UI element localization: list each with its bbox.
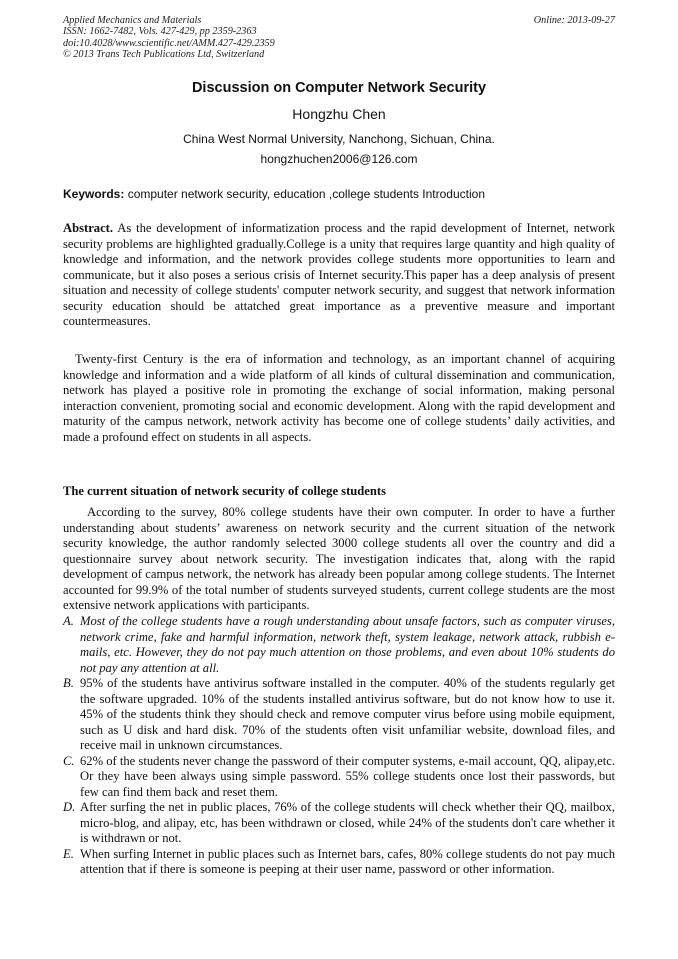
journal-name: Applied Mechanics and Materials [63, 15, 202, 26]
list-item-text: 95% of the students have antivirus software installed in the computer. 40% of the students regularly get the software upgraded. 10% of the students installed antivirus software, but do not know how to use it. 45% of the students think they should check and remove computer virus before using mobile equipment, such as U disk and hard disk. 70% of the students often visit unfamiliar website, download files, and receive mail in unknown circumstances. [80, 676, 615, 752]
paper-title: Discussion on Computer Network Security [191, 80, 487, 96]
journal-header [63, 15, 615, 61]
keywords-text: computer network security, education ,college students Introduction [124, 187, 485, 201]
author-affiliation: China West Normal University, Nanchong, Sichuan, China. [183, 132, 495, 146]
list-item [63, 614, 615, 676]
journal-doi: doi:10.4028/www.scientific.net/AMM.427-429.2359 [63, 37, 275, 49]
list-item [63, 676, 615, 754]
list-item-marker: A. [63, 614, 74, 628]
section-heading: The current situation of network security of college students [63, 484, 386, 498]
list-item-marker: D. [63, 800, 76, 814]
keywords-label: Keywords: [63, 187, 125, 201]
abstract-label: Abstract. [63, 221, 114, 235]
list-item-marker: E. [63, 846, 74, 861]
abstract-text: As the development of informatization process and the rapid development of Internet, network security problems are highlighted gradually.College is a unity that requires large quantity and high quality of knowledge and information, and the network provides college students more opportunities to learn and communicate, but it also poses a serious crisis of Internet security.This paper has a deep analysis of present situation and necessity of college students' computer network security, and suggest that network information security education should be attatched great importance as a preventive measure and important countermeasures. [63, 221, 615, 328]
list-item [63, 847, 615, 878]
list-item [63, 800, 615, 847]
journal-issn: ISSN: 1662-7482, Vols. 427-429, pp 2359-2363 [63, 26, 257, 38]
journal-copyright: © 2013 Trans Tech Publications Ltd, Switzerland [63, 49, 265, 61]
survey-findings-list [63, 614, 615, 878]
keywords [63, 187, 623, 201]
list-item-marker: C. [63, 753, 75, 768]
section-paragraph: According to the survey, 80% college students have their own computer. In order to have a further understanding about students’ awareness on network security and the current situation of the network security knowledge, the author randomly selected 3000 college students all over the country and did a questionnaire survey about network security. The investigation indicates that, along with the rapid development of campus network, the network has already been popular among college students. The Internet accounted for 99.9% of the total number of students surveyed students, current college students are the most extensive network applications with participants. [63, 505, 615, 612]
list-item-text: When surfing Internet in public places such as Internet bars, cafes, 80% college students do not pay much attention that if there is someone is peeping at their user name, password or other information. [80, 846, 615, 876]
list-item-text: After surfing the net in public places, 76% of the college students will check whether their QQ, mailbox, micro-blog, and alipay, etc, has been withdrawn or closed, while 24% of the students don't care whether it is withdrawn or not. [80, 800, 615, 845]
abstract [63, 221, 615, 330]
list-item-text: 62% of the students never change the password of their computer systems, e-mail account, QQ, alipay,etc. Or they have been always using simple password. 55% college students once lost their passwords, but few can find them back and reset them. [80, 753, 615, 799]
list-item-marker: B. [63, 676, 74, 690]
list-item [63, 754, 615, 801]
online-date: Online: 2013-09-27 [533, 15, 615, 26]
author-email: hongzhuchen2006@126.com [260, 152, 418, 166]
introduction-paragraph: Twenty-first Century is the era of information and technology, as an important channel of acquiring knowledge and information and a wide platform of all kinds of cultural dissemination and communication, network has played a positive role in promoting the exchange of social information, making personal interaction convenient, promoting social and economic development. Along with the rapid development and maturity of the campus network, network activity has become one of college students’ daily activities, and made a profound effect on students in all aspects. [63, 352, 615, 444]
author-name: Hongzhu Chen [292, 106, 386, 122]
list-item-text: Most of the college students have a rough understanding about unsafe factors, such as computer viruses, network crime, fake and harmful information, network theft, system leakage, network attack, rubbish e-mails, etc. However, they do not pay much attention on those problems, and even about 10% students do not pay any attention at all. [80, 614, 615, 675]
